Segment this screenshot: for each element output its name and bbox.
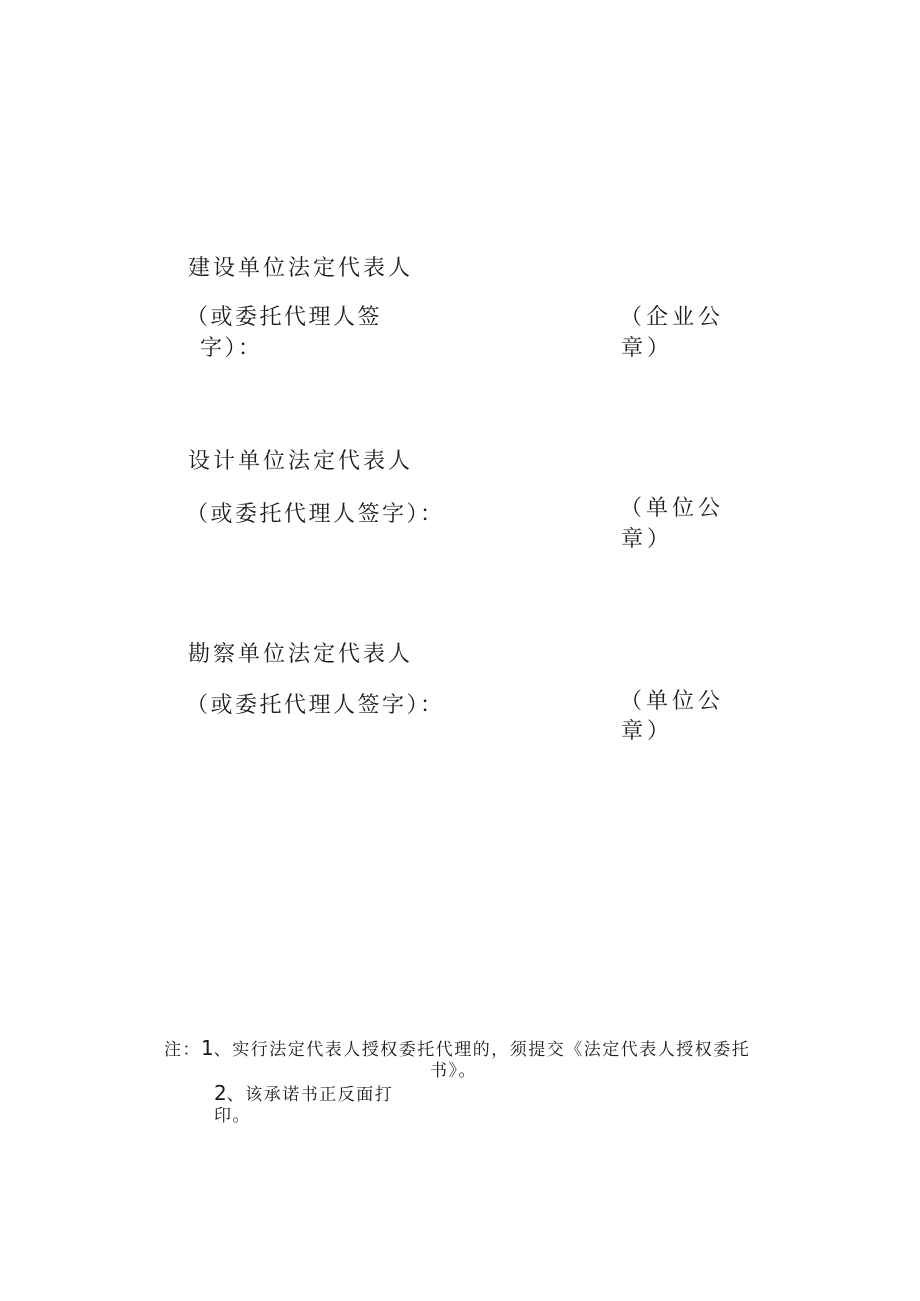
construction-unit-seal-line1: （企业公	[620, 305, 725, 330]
note-item-1-number: 1	[201, 1036, 214, 1060]
design-unit-seal-line1: （单位公	[620, 496, 725, 521]
note-prefix: 注：	[164, 1040, 201, 1060]
construction-unit-seal-line2: 章）	[621, 336, 674, 361]
construction-unit-title: 建设单位法定代表人	[188, 256, 414, 281]
survey-unit-title: 勘察单位法定代表人	[188, 642, 414, 667]
design-unit-seal-line2: 章）	[621, 527, 674, 552]
survey-unit-seal-line1: （单位公	[620, 689, 725, 714]
design-unit-title: 设计单位法定代表人	[188, 449, 414, 474]
survey-unit-seal-line2: 章）	[621, 719, 674, 744]
survey-unit-sign-label: （或委托代理人签字）：	[186, 693, 445, 718]
construction-unit-sign-label-line2: 字）：	[200, 336, 263, 361]
construction-unit-sign-label-line1: （或委托代理人签	[186, 305, 383, 330]
note-item-2-text: 、该承诺书正反面打	[226, 1085, 394, 1105]
note-item-2-number: 2	[214, 1081, 227, 1105]
note-item-2-line2: 印。	[214, 1106, 251, 1126]
design-unit-sign-label: （或委托代理人签字）：	[186, 502, 445, 527]
note-item-1-text: 、实行法定代表人授权委托代理的，须提交《法定代表人授权委托	[213, 1040, 751, 1060]
note-item-1-line2: 书》。	[430, 1061, 477, 1081]
